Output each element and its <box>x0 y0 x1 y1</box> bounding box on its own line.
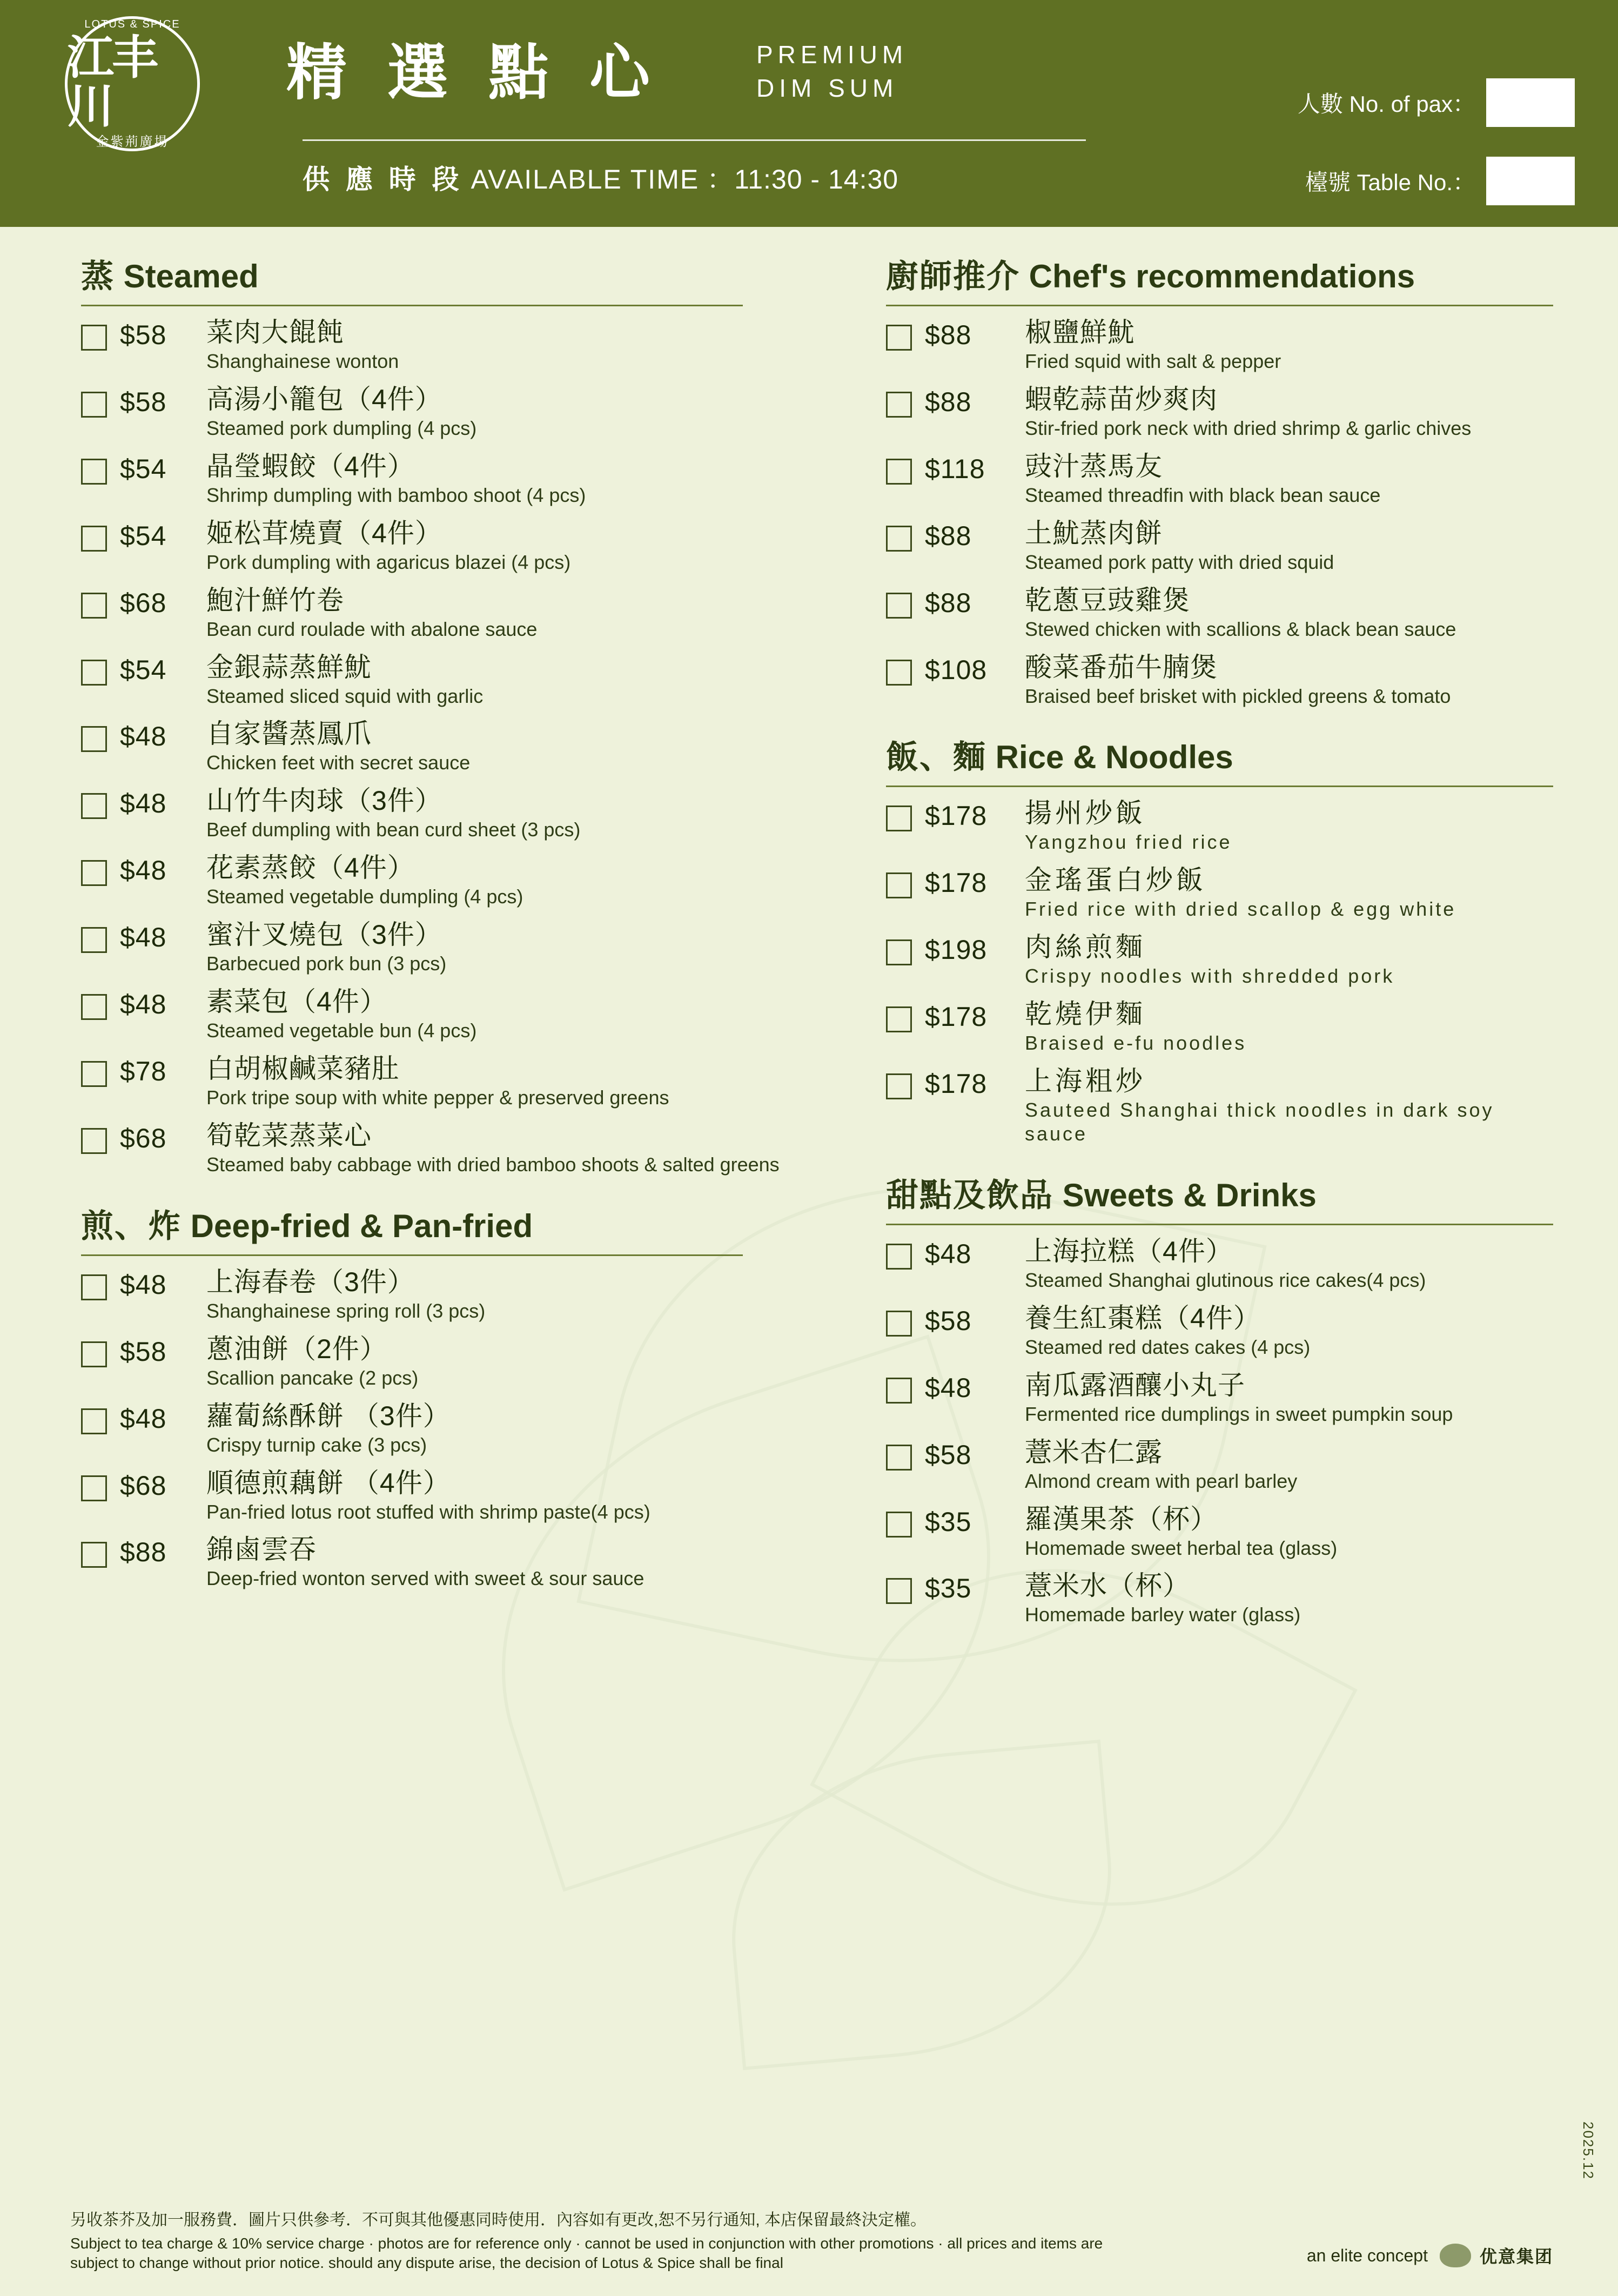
item-name-en: Deep-fried wonton served with sweet & sour sauce <box>206 1567 644 1590</box>
item-price: $68 <box>120 587 167 618</box>
menu-item[interactable] <box>81 719 832 775</box>
checkbox-icon[interactable] <box>886 1378 912 1404</box>
checkbox-icon[interactable] <box>81 726 107 752</box>
item-name-en: Pork dumpling with agaricus blazei (4 pcs) <box>206 550 571 573</box>
item-name-cn: 高湯小籠包（4件） <box>206 384 442 414</box>
item-name-en: Chicken feet with secret sauce <box>206 751 471 774</box>
item-name-cn: 乾蔥豆豉雞煲 <box>1025 585 1190 615</box>
section-rule <box>81 305 743 306</box>
footer-disclaimer-cn: 另收茶芥及加一服務費．圖片只供參考．不可與其他優惠同時使用．內容如有更改,恕不另行通知, 本店保留最終決定權。 <box>70 2211 927 2229</box>
item-name-cn: 順德煎藕餅 （4件） <box>206 1467 451 1498</box>
checkbox-icon[interactable] <box>81 1061 107 1087</box>
checkbox-icon[interactable] <box>81 793 107 819</box>
item-price: $58 <box>120 1336 167 1367</box>
checkbox-icon[interactable] <box>81 1341 107 1367</box>
menu-item[interactable] <box>81 1120 832 1177</box>
item-name-en: Shanghainese wonton <box>206 350 399 372</box>
checkbox-icon[interactable] <box>886 392 912 418</box>
item-name-en: Stir-fried pork neck with dried shrimp & garlic chives <box>1025 417 1472 439</box>
item-name-cn: 鮑汁鮮竹卷 <box>206 585 344 615</box>
item-name-cn: 羅漢果茶（杯） <box>1025 1503 1218 1534</box>
menu-item[interactable] <box>886 1370 1553 1426</box>
header-divider <box>303 139 1086 141</box>
menu-item[interactable] <box>81 1534 832 1590</box>
checkbox-icon[interactable] <box>886 1311 912 1337</box>
item-name-en: Steamed Shanghai glutinous rice cakes(4 pcs) <box>1025 1268 1426 1291</box>
item-price: $178 <box>925 1002 988 1032</box>
item-name-en: Steamed threadfin with black bean sauce <box>1025 484 1381 506</box>
item-name-en: Fermented rice dumplings in sweet pumpkin soup <box>1025 1402 1453 1425</box>
item-name-en: Steamed pork dumpling (4 pcs) <box>206 417 477 439</box>
item-price: $88 <box>925 520 972 551</box>
item-name-en: Crispy turnip cake (3 pcs) <box>206 1433 427 1456</box>
item-name-cn: 揚州炒飯 <box>1025 798 1146 829</box>
menu-item[interactable] <box>81 451 832 507</box>
print-date-code: 2025.12 <box>1580 2122 1596 2180</box>
checkbox-icon[interactable] <box>886 660 912 686</box>
item-name-en: Steamed vegetable bun (4 pcs) <box>206 1019 477 1042</box>
item-name-cn: 金瑤蛋白炒飯 <box>1025 865 1206 896</box>
menu-item[interactable] <box>81 518 832 574</box>
item-price: $68 <box>120 1123 167 1153</box>
menu-item[interactable] <box>886 652 1553 708</box>
table-row <box>1305 157 1575 205</box>
section-title-en-chef: Chef's recommendations <box>1029 258 1415 294</box>
left-column <box>0 227 864 1627</box>
item-name-cn: 薏米水（杯） <box>1025 1570 1190 1601</box>
item-price: $48 <box>120 922 167 953</box>
section-title-en-rice-noodles: Rice & Noodles <box>995 739 1233 776</box>
menu-item[interactable] <box>886 317 1553 373</box>
section-header-sweets-drinks <box>886 1170 1553 1225</box>
restaurant-logo <box>65 16 200 151</box>
item-name-en: Homemade sweet herbal tea (glass) <box>1025 1536 1338 1559</box>
checkbox-icon[interactable] <box>81 1128 107 1154</box>
item-price: $48 <box>925 1238 972 1269</box>
footer-disclaimer <box>70 2210 1151 2273</box>
background-leaf-decoration <box>717 1740 1126 2070</box>
checkbox-icon[interactable] <box>81 1408 107 1434</box>
item-price: $54 <box>120 453 167 484</box>
item-name-cn: 姬松茸燒賣（4件） <box>206 518 442 548</box>
menu-item[interactable] <box>886 798 1553 854</box>
checkbox-icon[interactable] <box>886 805 912 831</box>
item-name-cn: 山竹牛肉球（3件） <box>206 786 442 816</box>
item-name-en: Stewed chicken with scallions & black bean sauce <box>1025 617 1456 640</box>
logo-bottom-text: 金紫荊廣場 <box>96 135 169 150</box>
menu-item[interactable] <box>81 1401 832 1457</box>
menu-footer <box>0 2193 1618 2296</box>
section-rule <box>886 305 1553 306</box>
checkbox-icon[interactable] <box>886 459 912 485</box>
checkbox-icon[interactable] <box>81 392 107 418</box>
item-price: $108 <box>925 654 988 685</box>
item-price: $88 <box>120 1537 167 1568</box>
section-header-chef <box>886 251 1553 306</box>
item-name-en: Sauteed Shanghai thick noodles in dark soy sauce <box>1025 1099 1494 1145</box>
item-name-cn: 蜜汁叉燒包（3件） <box>206 919 442 950</box>
item-price: $48 <box>120 788 167 819</box>
menu-item[interactable] <box>886 1066 1553 1146</box>
menu-item[interactable] <box>81 585 832 641</box>
menu-item[interactable] <box>81 652 832 708</box>
checkbox-icon[interactable] <box>81 994 107 1020</box>
menu-header <box>0 0 1618 227</box>
item-name-cn: 自家醬蒸鳳爪 <box>206 719 372 749</box>
item-name-cn: 晶瑩蝦餃（4件） <box>206 451 415 481</box>
section-rule <box>886 1224 1553 1225</box>
item-name-en: Steamed sliced squid with garlic <box>206 684 484 707</box>
item-price: $58 <box>925 1439 972 1470</box>
pax-label: 人數 No. of pax： <box>1297 91 1475 117</box>
item-name-en: Fried squid with salt & pepper <box>1025 350 1281 372</box>
section-title-cn-sweets-drinks: 甜點及飲品 <box>886 1177 1053 1213</box>
checkbox-icon[interactable] <box>81 1542 107 1568</box>
item-price: $35 <box>925 1506 972 1537</box>
right-column <box>864 227 1618 1627</box>
table-label: 檯號 Table No.： <box>1305 170 1475 195</box>
item-price: $178 <box>925 1069 988 1099</box>
item-price: $88 <box>925 320 972 350</box>
checkbox-icon[interactable] <box>886 593 912 619</box>
menu-item[interactable] <box>886 585 1553 641</box>
item-price: $35 <box>925 1573 972 1604</box>
checkbox-icon[interactable] <box>81 927 107 953</box>
section-title-cn-rice-noodles: 飯、麵 <box>886 739 986 776</box>
menu-item[interactable] <box>81 986 832 1043</box>
section-header-rice-noodles <box>886 731 1553 787</box>
section-title-en-steamed: Steamed <box>123 258 259 294</box>
item-name-cn: 蘿蔔絲酥餅 （3件） <box>206 1400 451 1431</box>
item-name-cn: 白胡椒鹹菜豬肚 <box>206 1053 399 1084</box>
section-title-en-deep-fried: Deep-fried & Pan-fried <box>190 1207 533 1244</box>
section-header-deep-fried <box>81 1200 832 1256</box>
checkbox-icon[interactable] <box>81 860 107 886</box>
menu-item[interactable] <box>886 999 1553 1055</box>
page-title-english: PREMIUM DIM SUM <box>756 41 908 103</box>
checkbox-icon[interactable] <box>81 526 107 552</box>
menu-item[interactable] <box>81 1468 832 1524</box>
pax-input[interactable] <box>1486 78 1575 127</box>
menu-item[interactable] <box>81 317 832 373</box>
item-name-en: Bean curd roulade with abalone sauce <box>206 617 538 640</box>
group-logo-icon <box>1440 2244 1471 2267</box>
item-name-cn: 素菜包（4件） <box>206 986 387 1017</box>
section-title-cn-deep-fried: 煎、炸 <box>81 1207 182 1244</box>
checkbox-icon[interactable] <box>81 660 107 686</box>
item-price: $88 <box>925 587 972 618</box>
menu-item[interactable] <box>886 932 1553 988</box>
item-name-cn: 薏米杏仁露 <box>1025 1436 1163 1467</box>
item-name-en: Shanghainese spring roll (3 pcs) <box>206 1299 486 1322</box>
item-price: $48 <box>120 721 167 752</box>
item-name-en: Barbecued pork bun (3 pcs) <box>206 952 447 975</box>
item-price: $198 <box>925 935 988 965</box>
item-name-cn: 酸菜番茄牛腩煲 <box>1025 652 1218 682</box>
checkbox-icon[interactable] <box>81 325 107 351</box>
menu-item[interactable] <box>886 451 1553 507</box>
item-name-cn: 蝦乾蒜苗炒爽肉 <box>1025 384 1218 414</box>
item-name-en: Crispy noodles with shredded pork <box>1025 965 1395 988</box>
item-name-en: Beef dumpling with bean curd sheet (3 pcs) <box>206 818 581 841</box>
item-name-en: Shrimp dumpling with bamboo shoot (4 pcs) <box>206 484 586 506</box>
item-name-en: Pork tripe soup with white pepper & preserved greens <box>206 1086 669 1109</box>
checkbox-icon[interactable] <box>886 325 912 351</box>
item-price: $178 <box>925 868 988 898</box>
item-price: $78 <box>120 1056 167 1086</box>
item-name-en: Almond cream with pearl barley <box>1025 1469 1298 1492</box>
item-price: $48 <box>120 855 167 886</box>
checkbox-icon[interactable] <box>81 1475 107 1501</box>
item-price: $48 <box>925 1372 972 1403</box>
checkbox-icon[interactable] <box>886 872 912 898</box>
available-time-label-en: AVAILABLE TIME <box>471 164 700 194</box>
item-price: $178 <box>925 801 988 831</box>
item-name-en: Braised beef brisket with pickled greens & tomato <box>1025 684 1451 707</box>
menu-item[interactable] <box>886 1437 1553 1493</box>
checkbox-icon[interactable] <box>81 1274 107 1300</box>
checkbox-icon[interactable] <box>886 1445 912 1471</box>
item-name-cn: 上海粗炒 <box>1025 1066 1146 1097</box>
item-price: $58 <box>120 386 167 417</box>
item-price: $54 <box>120 520 167 551</box>
item-price: $48 <box>120 1403 167 1434</box>
brand-tagline: an elite concept <box>1306 2245 1428 2265</box>
checkbox-icon[interactable] <box>81 593 107 619</box>
item-name-cn: 豉汁蒸馬友 <box>1025 451 1163 481</box>
section-header-steamed <box>81 251 832 306</box>
item-price: $88 <box>925 386 972 417</box>
available-time-line <box>303 158 898 197</box>
logo-top-text: LOTUS & SPICE <box>84 18 180 30</box>
menu-item[interactable] <box>81 1267 832 1323</box>
menu-item[interactable] <box>886 1236 1553 1292</box>
checkbox-icon[interactable] <box>886 526 912 552</box>
item-name-en: Steamed pork patty with dried squid <box>1025 550 1334 573</box>
item-name-cn: 花素蒸餃（4件） <box>206 852 415 883</box>
item-name-en: Steamed vegetable dumpling (4 pcs) <box>206 885 523 908</box>
item-price: $58 <box>120 320 167 350</box>
section-title-cn-chef: 廚師推介 <box>886 258 1020 294</box>
item-name-cn: 錦鹵雲吞 <box>206 1534 317 1565</box>
item-name-cn: 土魷蒸肉餅 <box>1025 518 1163 548</box>
page-title-chinese: 精 選 點 心 <box>286 38 660 108</box>
menu-item[interactable] <box>886 1570 1553 1627</box>
item-name-en: Fried rice with dried scallop & egg white <box>1025 898 1456 921</box>
item-price: $58 <box>925 1305 972 1336</box>
item-price: $54 <box>120 654 167 685</box>
footer-brand <box>1307 2243 1553 2268</box>
pax-row <box>1298 78 1575 127</box>
item-name-en: Homemade barley water (glass) <box>1025 1603 1301 1626</box>
item-name-cn: 養生紅棗糕（4件） <box>1025 1303 1261 1333</box>
item-name-en: Pan-fried lotus root stuffed with shrimp paste(4 pcs) <box>206 1500 650 1523</box>
item-name-en: Steamed baby cabbage with dried bamboo shoots & salted greens <box>206 1153 780 1176</box>
item-name-cn: 椒鹽鮮魷 <box>1025 317 1135 347</box>
logo-mark-text: 江丰川 <box>68 30 156 133</box>
menu-item[interactable] <box>886 1303 1553 1359</box>
item-price: $48 <box>120 989 167 1020</box>
checkbox-icon[interactable] <box>886 1073 912 1099</box>
item-name-en: Steamed red dates cakes (4 pcs) <box>1025 1335 1311 1358</box>
section-title-en-sweets-drinks: Sweets & Drinks <box>1062 1177 1317 1213</box>
menu-item[interactable] <box>81 1334 832 1390</box>
item-name-cn: 乾燒伊麵 <box>1025 999 1146 1030</box>
item-price: $48 <box>120 1269 167 1300</box>
item-name-en: Braised e-fu noodles <box>1025 1032 1247 1055</box>
section-title-cn-steamed: 蒸 <box>81 258 115 294</box>
item-name-en: Yangzhou fried rice <box>1025 831 1232 854</box>
available-time-value: ：11:30 - 14:30 <box>707 164 899 194</box>
menu-item[interactable] <box>886 865 1553 921</box>
item-name-cn: 菜肉大餛飩 <box>206 317 344 347</box>
item-name-en: Scallion pancake (2 pcs) <box>206 1366 419 1389</box>
item-name-cn: 肉絲煎麵 <box>1025 932 1146 963</box>
section-rule <box>886 786 1553 787</box>
footer-disclaimer-en: Subject to tea charge & 10% service charge · photos are for reference only · cannot be used in conjunction with other promotions · all prices and items are subject to change without prior notice. should any dispute arise, the decision of Lotus & Spice shall be final <box>70 2234 1103 2271</box>
item-name-cn: 蔥油餅（2件） <box>206 1333 387 1364</box>
checkbox-icon[interactable] <box>886 1244 912 1270</box>
section-rule <box>81 1254 743 1256</box>
item-name-cn: 筍乾菜蒸菜心 <box>206 1120 372 1151</box>
menu-columns <box>0 227 1618 1627</box>
item-name-cn: 金銀蒜蒸鮮魷 <box>206 652 372 682</box>
menu-item[interactable] <box>886 384 1553 440</box>
menu-item[interactable] <box>81 384 832 440</box>
menu-item[interactable] <box>886 518 1553 574</box>
menu-item[interactable] <box>81 786 832 842</box>
brand-name-cn: 优意集团 <box>1479 2247 1553 2266</box>
item-price: $118 <box>925 453 985 484</box>
item-name-cn: 上海拉糕（4件） <box>1025 1236 1233 1266</box>
table-number-input[interactable] <box>1486 157 1575 205</box>
checkbox-icon[interactable] <box>81 459 107 485</box>
menu-item[interactable] <box>81 852 832 909</box>
item-price: $68 <box>120 1470 167 1501</box>
item-name-cn: 南瓜露酒釀小丸子 <box>1025 1369 1245 1400</box>
available-time-label-cn: 供 應 時 段 <box>303 164 464 194</box>
checkbox-icon[interactable] <box>886 1578 912 1604</box>
checkbox-icon[interactable] <box>886 1006 912 1032</box>
checkbox-icon[interactable] <box>886 1512 912 1538</box>
menu-item[interactable] <box>81 1053 832 1110</box>
menu-item[interactable] <box>81 919 832 976</box>
menu-item[interactable] <box>886 1504 1553 1560</box>
checkbox-icon[interactable] <box>886 939 912 965</box>
item-name-cn: 上海春卷（3件） <box>206 1266 415 1297</box>
